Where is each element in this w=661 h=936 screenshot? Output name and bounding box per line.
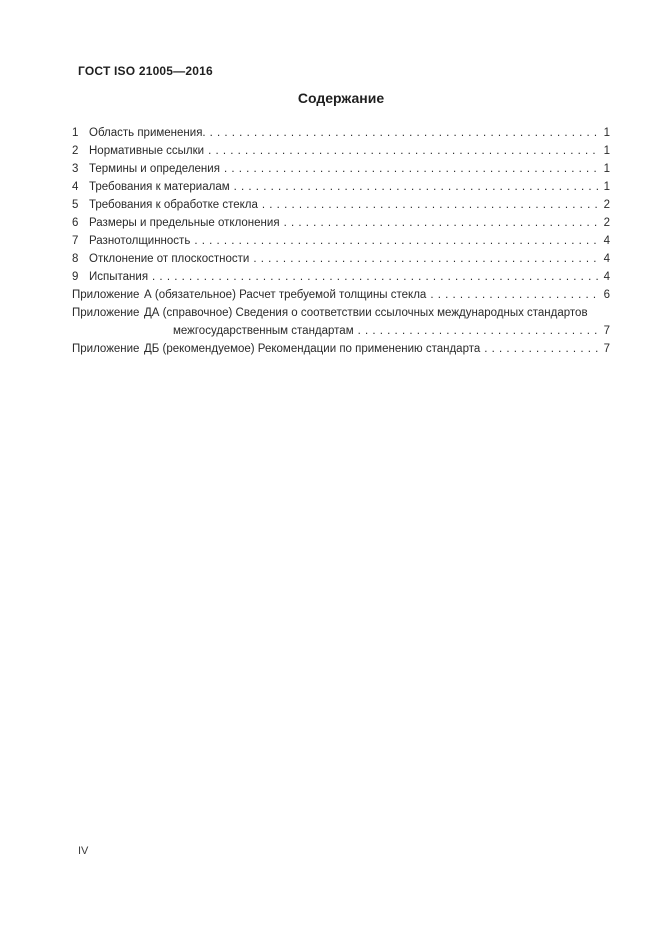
toc-entry-title: Отклонение от плоскостности (89, 253, 250, 265)
toc-entry-number: 4 (72, 181, 79, 193)
toc-entry (72, 124, 610, 142)
toc-entry (72, 268, 610, 286)
toc-entry (72, 196, 610, 214)
toc-entry-page: 4 (603, 271, 610, 283)
toc-entry (72, 178, 610, 196)
toc-appendix-entry (72, 304, 610, 322)
toc-entry-page: 1 (603, 163, 610, 175)
dot-leader (284, 214, 600, 232)
toc-appendix-entry (72, 340, 610, 358)
toc-entry-number: 1 (72, 127, 79, 139)
toc-entry (72, 250, 610, 268)
appendix-label: Приложение (72, 307, 140, 319)
toc-entry-title: Термины и определения (89, 163, 220, 175)
toc-entry-number: 5 (72, 199, 79, 211)
dot-leader (224, 160, 600, 178)
toc-appendix-entry (72, 286, 610, 304)
toc-entry-title: Требования к материалам (89, 181, 230, 193)
document-standard-number: ГОСТ ISO 21005—2016 (78, 64, 213, 78)
toc-entry-page: 6 (603, 289, 610, 301)
appendix-title: А (обязательное) Расчет требуемой толщины стекла (144, 289, 427, 301)
toc-entry (72, 142, 610, 160)
toc-entry-title: Область применения. (89, 127, 206, 139)
dot-leader (208, 142, 600, 160)
toc-entry-number: 8 (72, 253, 79, 265)
toc-entry (72, 160, 610, 178)
toc-entry-title: Испытания (89, 271, 149, 283)
toc-entry-page: 2 (603, 199, 610, 211)
dot-leader (210, 124, 600, 142)
toc-entry (72, 232, 610, 250)
toc-entry-page: 7 (603, 325, 610, 337)
dot-leader (194, 232, 600, 250)
table-of-contents (72, 124, 610, 358)
appendix-title-continuation: межгосударственным стандартам (173, 325, 354, 337)
toc-entry-title: Разнотолщинность (89, 235, 191, 247)
toc-entry-page: 2 (603, 217, 610, 229)
toc-entry-title: Требования к обработке стекла (89, 199, 258, 211)
toc-entry (72, 214, 610, 232)
dot-leader (234, 178, 600, 196)
dot-leader (152, 268, 600, 286)
toc-entry-page: 1 (603, 127, 610, 139)
toc-entry-title: Нормативные ссылки (89, 145, 205, 157)
dot-leader (253, 250, 600, 268)
appendix-label: Приложение (72, 343, 140, 355)
toc-appendix-entry-continuation (72, 322, 610, 340)
page-number-footer: IV (78, 845, 89, 857)
dot-leader (484, 340, 600, 358)
toc-entry-page: 1 (603, 181, 610, 193)
page-title: Содержание (297, 90, 385, 106)
dot-leader (262, 196, 600, 214)
dot-leader (430, 286, 600, 304)
toc-entry-number: 6 (72, 217, 79, 229)
appendix-title: ДБ (рекомендуемое) Рекомендации по применению стандарта (144, 343, 481, 355)
appendix-label: Приложение (72, 289, 140, 301)
toc-entry-number: 2 (72, 145, 79, 157)
toc-entry-page: 4 (603, 235, 610, 247)
toc-entry-page: 4 (603, 253, 610, 265)
toc-entry-page: 7 (603, 343, 610, 355)
toc-entry-page: 1 (603, 145, 610, 157)
dot-leader (358, 322, 600, 340)
toc-entry-number: 3 (72, 163, 79, 175)
toc-entry-number: 9 (72, 271, 79, 283)
toc-entry-number: 7 (72, 235, 79, 247)
appendix-title: ДА (справочное) Сведения о соответствии ссылочных международных стандартов (144, 307, 588, 319)
toc-entry-title: Размеры и предельные отклонения (89, 217, 280, 229)
